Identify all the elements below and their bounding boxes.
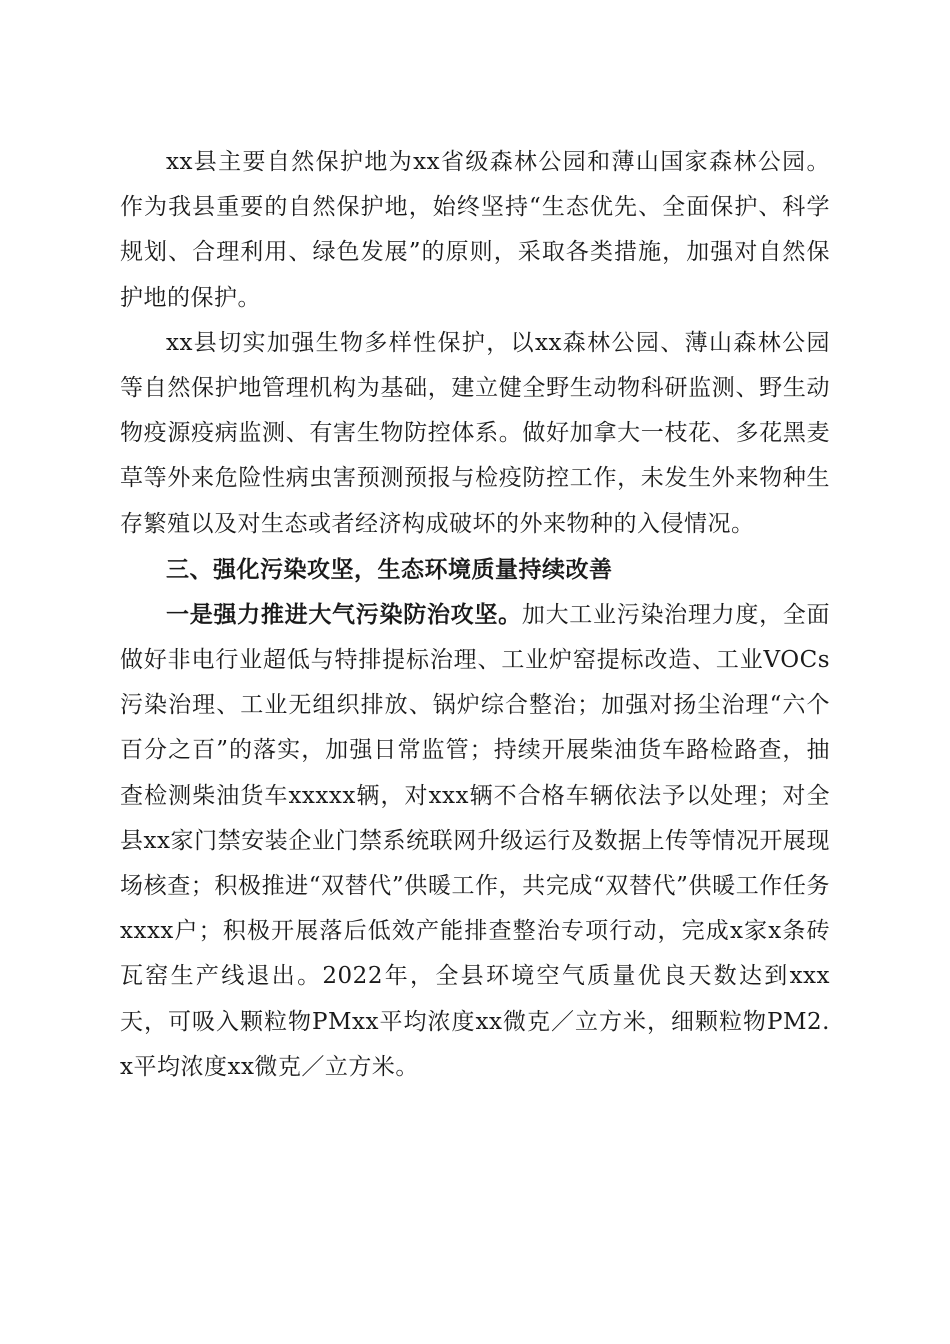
paragraph-protected-areas: xx县主要自然保护地为xx省级森林公园和薄山国家森林公园。作为我县重要的自然保护地，始终坚持“生态优先、全面保护、科学规划、合理利用、绿色发展”的原则，采取各类措施，加强对自然保护地的保护。 xyxy=(120,149,830,311)
paragraph-body: 加大工业污染治理力度，全面做好非电行业超低与特排提标治理、工业炉窑提标改造、工业VOCs污染治理、工业无组织排放、锅炉综合整治；加强对扬尘治理“六个百分之百”的落实，加强日常监管；持续开展柴油货车路检路查，抽查检测柴油货车xxxxx辆，对xxx辆不合格车辆依法予以处理；对全县xx家门禁安装企业门禁系统联网升级运行及数据上传等情况开展现场核查；积极推进“双替代”供暖工作，共完成“双替代”供暖工作任务xxxx户；积极开展落后低效产能排查整治专项行动，完成x家x条砖瓦窑生产线退出。2022年，全县环境空气质量优良天数达到xxx天，可吸入颗粒物PMxx平均浓度xx微克／立方米，细颗粒物PM2.x平均浓度xx微克／立方米。 xyxy=(120,601,831,1080)
section-heading: 三、强化污染攻坚，生态环境质量持续改善 xyxy=(166,556,613,583)
document-page xyxy=(120,140,830,1090)
paragraph-air-pollution xyxy=(120,593,830,1090)
paragraph-lead: 一是强力推进大气污染防治攻坚。 xyxy=(166,601,522,628)
paragraph-biodiversity: xx县切实加强生物多样性保护，以xx森林公园、薄山森林公园等自然保护地管理机构为基础，建立健全野生动物科研监测、野生动物疫源疫病监测、有害生物防控体系。做好加拿大一枝花、多花黑麦草等外来危险性病虫害预测预报与检疫防控工作，未发生外来物种生存繁殖以及对生态或者经济构成破坏的外来物种的入侵情况。 xyxy=(120,329,830,537)
